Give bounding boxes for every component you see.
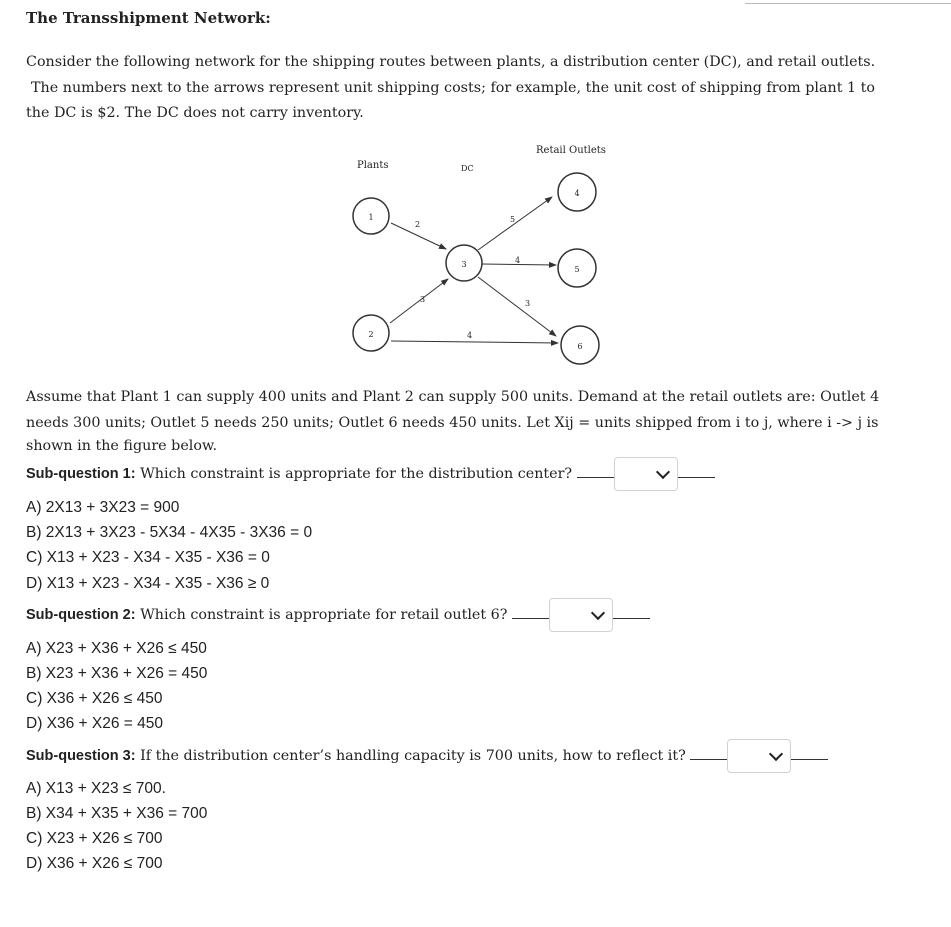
chevron-down-icon [591,606,605,620]
page-title: The Transshipment Network: [26,9,271,27]
intro-paragraph [26,50,931,127]
q3-option-c: C) X23 + X26 ≤ 700 [26,830,163,847]
sub-question-3 [26,739,828,773]
q1-option-d: D) X13 + X23 - X34 - X35 - X36 ≥ 0 [26,575,270,592]
cost-2-3: 3 [420,295,426,304]
assume-line-1: Assume that Plant 1 can supply 400 units and Plant 2 can supply 500 units. Demand at the retail outlets are: Outlet 4 [26,389,880,405]
q2-blank-left [512,617,550,619]
intro-line-3: the DC is $2. The DC does not carry inventory. [26,105,364,121]
edge-2-6 [391,341,558,343]
q3-option-d: D) X36 + X26 ≤ 700 [26,855,163,872]
q1-text: Which constraint is appropriate for the distribution center? [140,466,573,482]
assume-line-2: needs 300 units; Outlet 5 needs 250 units; Outlet 6 needs 450 units. Let Xij = units shipped from i to j, where i -> j is [26,414,879,431]
q2-option-b: B) X23 + X36 + X26 = 450 [26,665,208,682]
assumption-paragraph [26,385,931,456]
sub-question-2 [26,598,650,632]
q3-option-b: B) X34 + X35 + X36 = 700 [26,805,208,822]
q2-option-a: A) X23 + X36 + X26 ≤ 450 [26,640,207,657]
cost-3-5: 4 [515,256,521,265]
q1-label: Sub-question 1: [26,466,136,482]
intro-line-2: The numbers next to the arrows represent unit shipping costs; for example, the unit cost of shipping from plant 1 to [31,79,876,96]
q1-option-a: A) 2X13 + 3X23 = 900 [26,499,180,516]
cost-3-4: 5 [510,215,516,224]
q1-answer-dropdown[interactable] [614,457,678,491]
q3-answer-dropdown[interactable] [727,739,791,773]
q2-option-c: C) X36 + X26 ≤ 450 [26,690,163,707]
q3-text: If the distribution center’s handling capacity is 700 units, how to reflect it? [140,748,686,764]
dc-label: DC [461,164,474,173]
q2-answer-dropdown[interactable] [549,598,613,632]
q2-text: Which constraint is appropriate for retail outlet 6? [140,607,508,623]
q2-label: Sub-question 2: [26,607,136,623]
node-outlet-6-label: 6 [577,342,583,351]
q1-blank-right [677,476,715,478]
chevron-down-icon [656,465,670,479]
q2-blank-right [612,617,650,619]
cost-1-3: 2 [415,220,421,229]
q2-option-d: D) X36 + X26 = 450 [26,715,164,732]
q3-label: Sub-question 3: [26,748,136,764]
top-divider [745,3,951,4]
q3-blank-left [690,758,728,760]
cost-2-6: 4 [467,331,473,340]
intro-line-1: Consider the following network for the shipping routes between plants, a distribution center (DC), and retail outlets. [26,54,876,70]
plants-label: Plants [357,160,389,171]
node-outlet-5-label: 5 [574,265,580,274]
retail-outlets-label: Retail Outlets [536,145,606,156]
q3-option-a: A) X13 + X23 ≤ 700. [26,780,166,797]
q1-blank-left [577,476,615,478]
node-dc-3-label: 3 [461,260,467,269]
q3-blank-right [790,758,828,760]
sub-question-1 [26,457,715,491]
q1-option-b: B) 2X13 + 3X23 - 5X34 - 4X35 - 3X36 = 0 [26,524,313,541]
chevron-down-icon [769,747,783,761]
transshipment-network-diagram [340,140,620,370]
node-plant-1-label: 1 [368,213,374,222]
assume-line-3: shown in the figure below. [26,438,218,454]
q1-option-c: C) X13 + X23 - X34 - X35 - X36 = 0 [26,549,270,566]
node-outlet-4-label: 4 [574,189,580,198]
cost-3-6: 3 [525,299,531,308]
edge-3-6 [478,277,556,336]
node-plant-2-label: 2 [368,330,374,339]
edge-2-3 [390,279,448,323]
